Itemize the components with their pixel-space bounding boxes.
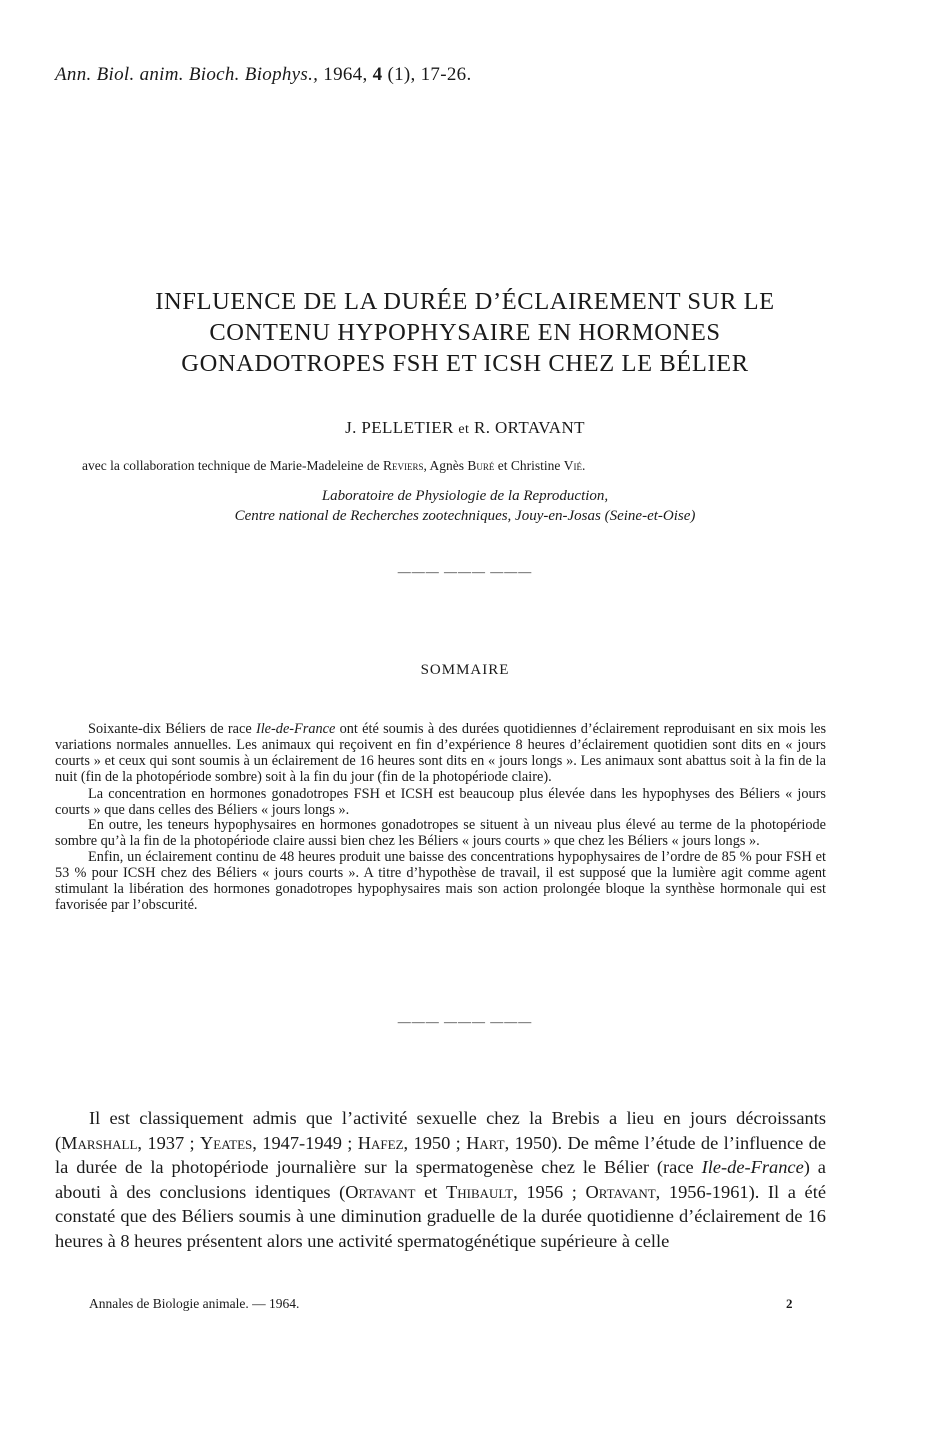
abstract-heading: SOMMAIRE (420, 662, 510, 678)
body-text: 1956 ; (526, 1181, 577, 1202)
title-line-3: GONADOTROPES FSH ET ICSH CHEZ LE BÉLIER (181, 350, 749, 377)
abstract-paragraph: Enfin, un éclairement continu de 48 heures produit une baisse des concentrations hypophysaires de l’ordre de 85 % pour FSH et 53 % pour ICSH chez des Béliers « jours courts ». A titre d’hypothèse de travail, il est supposé que la lumière agit comme agent stimulant la libération des hormones gonadotropes hypophysaires mais son action prolongée bloque la synthèse hormonale qui est favorisée par l’obscurité. (55, 849, 826, 913)
collaborator-1: Reviers, (382, 458, 427, 473)
title-line-2: CONTENU HYPOPHYSAIRE EN HORMONES (209, 319, 721, 346)
journal-volume: 4 (372, 64, 383, 85)
collaborator-3: Vié. (563, 458, 586, 473)
page-number: 2 (786, 1296, 793, 1311)
journal-pages: 17-26. (420, 64, 472, 85)
section-divider: ——— ——— ——— (397, 564, 533, 579)
footer-journal: Annales de Biologie animale. — 1964. (89, 1296, 300, 1311)
body-text: et (424, 1181, 438, 1202)
collaboration-text-1: Agnès (429, 458, 465, 473)
breed-name: Ile-de-France (701, 1157, 804, 1178)
body-text: ) a abouti à des conclusions identiques ( (55, 1157, 826, 1202)
centre-location: (Seine-et-Oise) (604, 508, 696, 524)
author-2: R. ORTAVANT (473, 418, 585, 437)
citation-author: Thibault, (446, 1181, 518, 1202)
citation-author: Hafez, (357, 1132, 409, 1153)
centre-name: Centre national de Recherches zootechniques, Jouy-en-Josas (234, 508, 601, 524)
citation-author: Marshall, (61, 1132, 143, 1153)
author-list (60, 418, 870, 438)
breed-name: Ile-de-France (255, 721, 336, 737)
section-divider: ——— ——— ——— (397, 1014, 533, 1029)
title-line-1: INFLUENCE DE LA DURÉE D’ÉCLAIREMENT SUR LE (155, 288, 775, 315)
laboratory-name: Laboratoire de Physiologie de la Reproduction, (321, 488, 609, 504)
collaboration-line (82, 458, 585, 474)
journal-name: Ann. Biol. anim. Bioch. Biophys., (55, 64, 319, 85)
abstract-paragraph: En outre, les teneurs hypophysaires en hormones gonadotropes se situent à un niveau plus élevé au terme de la photopériode sombre qu’à la fin de la photopériode claire aussi bien chez les Béliers « jours courts » que chez les Béliers « jours longs ». (55, 817, 826, 850)
body-paragraph (55, 1106, 826, 1254)
citation-author: Yeates, (200, 1132, 257, 1153)
abstract (55, 722, 826, 914)
citation-author: Ortavant, (585, 1181, 661, 1202)
body-text: 1947-1949 ; (262, 1132, 353, 1153)
collaborator-2: Buré (467, 458, 495, 473)
abstract-text: ont été soumis à des durées quotidiennes d’éclairement reproduisant en six mois les variations normales annuelles. Les animaux qui reçoivent en fin d’expérience 8 heures d’éclairement quotidien sont dits en « jours courts » et ceux qui sont soumis à un éclairement de 16 heures sont dits en « jours longs ». Les animaux sont abattus soit à la fin de la nuit (fin de la photopériode sombre) soit à la fin du jour (fin de la photopériode claire). (55, 721, 827, 785)
centre-line (60, 506, 870, 526)
affiliation (60, 486, 870, 526)
collaboration-text-2: et Christine (497, 458, 561, 473)
body-text: 1950 ; (413, 1132, 461, 1153)
body-text: Il est classiquement admis que l’activité sexuelle chez la Brebis a lieu en jours décroissants ( (55, 1108, 826, 1153)
body-text: 1956-1961). Il a été constaté que des Béliers soumis à une diminution graduelle de la durée quotidienne d’éclairement de 16 heures à 8 heures présentent alors une activité spermatogénétique supérieure à celle (55, 1181, 826, 1251)
paper-title (60, 286, 870, 379)
main-text (55, 1106, 826, 1254)
author-conjunction: et (458, 422, 470, 437)
body-text: 1937 ; (147, 1132, 195, 1153)
citation-author: Hart, (466, 1132, 510, 1153)
collaboration-prefix: avec la collaboration technique de Marie-Madeleine de (82, 458, 380, 473)
author-1: J. PELLETIER (345, 418, 454, 437)
journal-citation (55, 64, 472, 86)
body-text: 1950). De même l’étude de l’influence de la durée de la photopériode journalière sur la spermatogenèse chez le Bélier (race (55, 1132, 826, 1178)
abstract-text: Soixante-dix Béliers de race (88, 721, 252, 737)
abstract-paragraph: La concentration en hormones gonadotropes FSH et ICSH est beaucoup plus élevée dans les hypophyses des Béliers « jours courts » que dans celles des Béliers « jours longs ». (55, 785, 826, 818)
journal-issue: (1), (387, 64, 416, 85)
citation-author: Ortavant (345, 1181, 416, 1202)
abstract-paragraph (55, 722, 826, 786)
journal-year: 1964, (323, 64, 368, 85)
